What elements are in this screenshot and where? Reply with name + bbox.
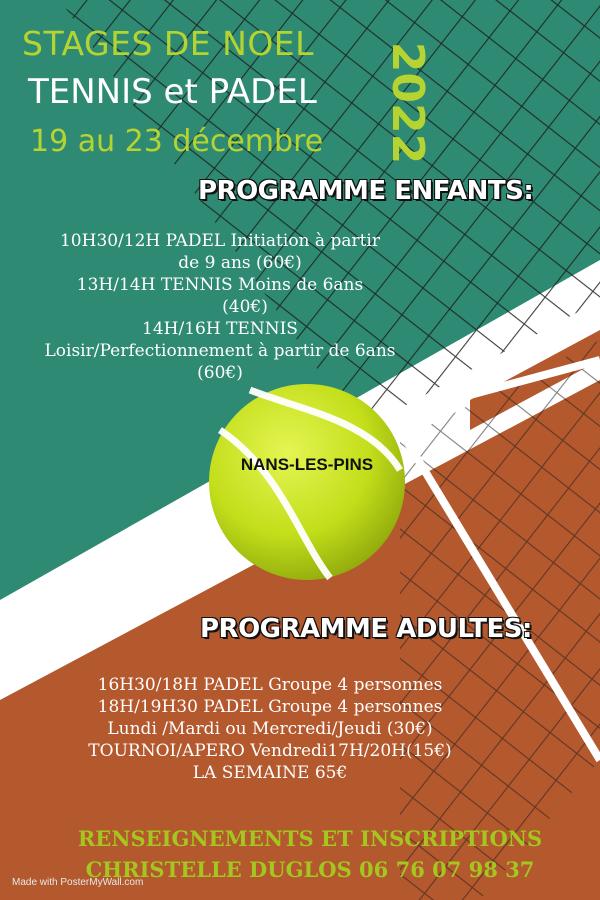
enfants-line: Loisir/Perfectionnement à partir de 6ans [44,341,396,361]
programme-enfants-list [10,230,430,384]
adultes-line: 18H/19H30 PADEL Groupe 4 personnes [97,697,443,717]
enfants-line: 13H/14H TENNIS Moins de 6ans [76,275,364,295]
adultes-line: LA SEMAINE 65€ [192,763,348,783]
tennis-ball-graphic [209,384,405,580]
year-vertical: 2022 [382,41,433,165]
contact-heading: RENSEIGNEMENTS ET INSCRIPTIONS [77,826,543,851]
adultes-line: TOURNOI/APERO Vendredi17H/20H(15€) [88,741,452,761]
programme-adultes-list [40,674,500,784]
adultes-line: 16H30/18H PADEL Groupe 4 personnes [97,675,443,695]
date-range: 19 au 23 décembre [30,124,324,159]
programme-adultes-heading: PROGRAMME ADULTES: [200,614,532,644]
enfants-line: 10H30/12H PADEL Initiation à partir [59,231,380,251]
enfants-line: de 9 ans (60€) [178,253,302,273]
programme-enfants-heading: PROGRAMME ENFANTS: [198,176,534,206]
adultes-line: Lundi /Mardi ou Mercredi/Jeudi (30€) [107,719,433,739]
contact-phone: CHRISTELLE DUGLOS 06 76 07 98 37 [85,857,535,882]
location-label: NANS-LES-PINS [240,455,374,474]
tennis-padel-title: TENNIS et PADEL [28,72,317,112]
credit-text: Made with PosterMyWall.com [12,877,144,888]
enfants-line: (40€) [222,297,268,317]
stages-title: STAGES DE NOEL [22,24,315,63]
enfants-line: 14H/16H TENNIS [142,319,298,339]
enfants-line: (60€) [197,363,243,383]
